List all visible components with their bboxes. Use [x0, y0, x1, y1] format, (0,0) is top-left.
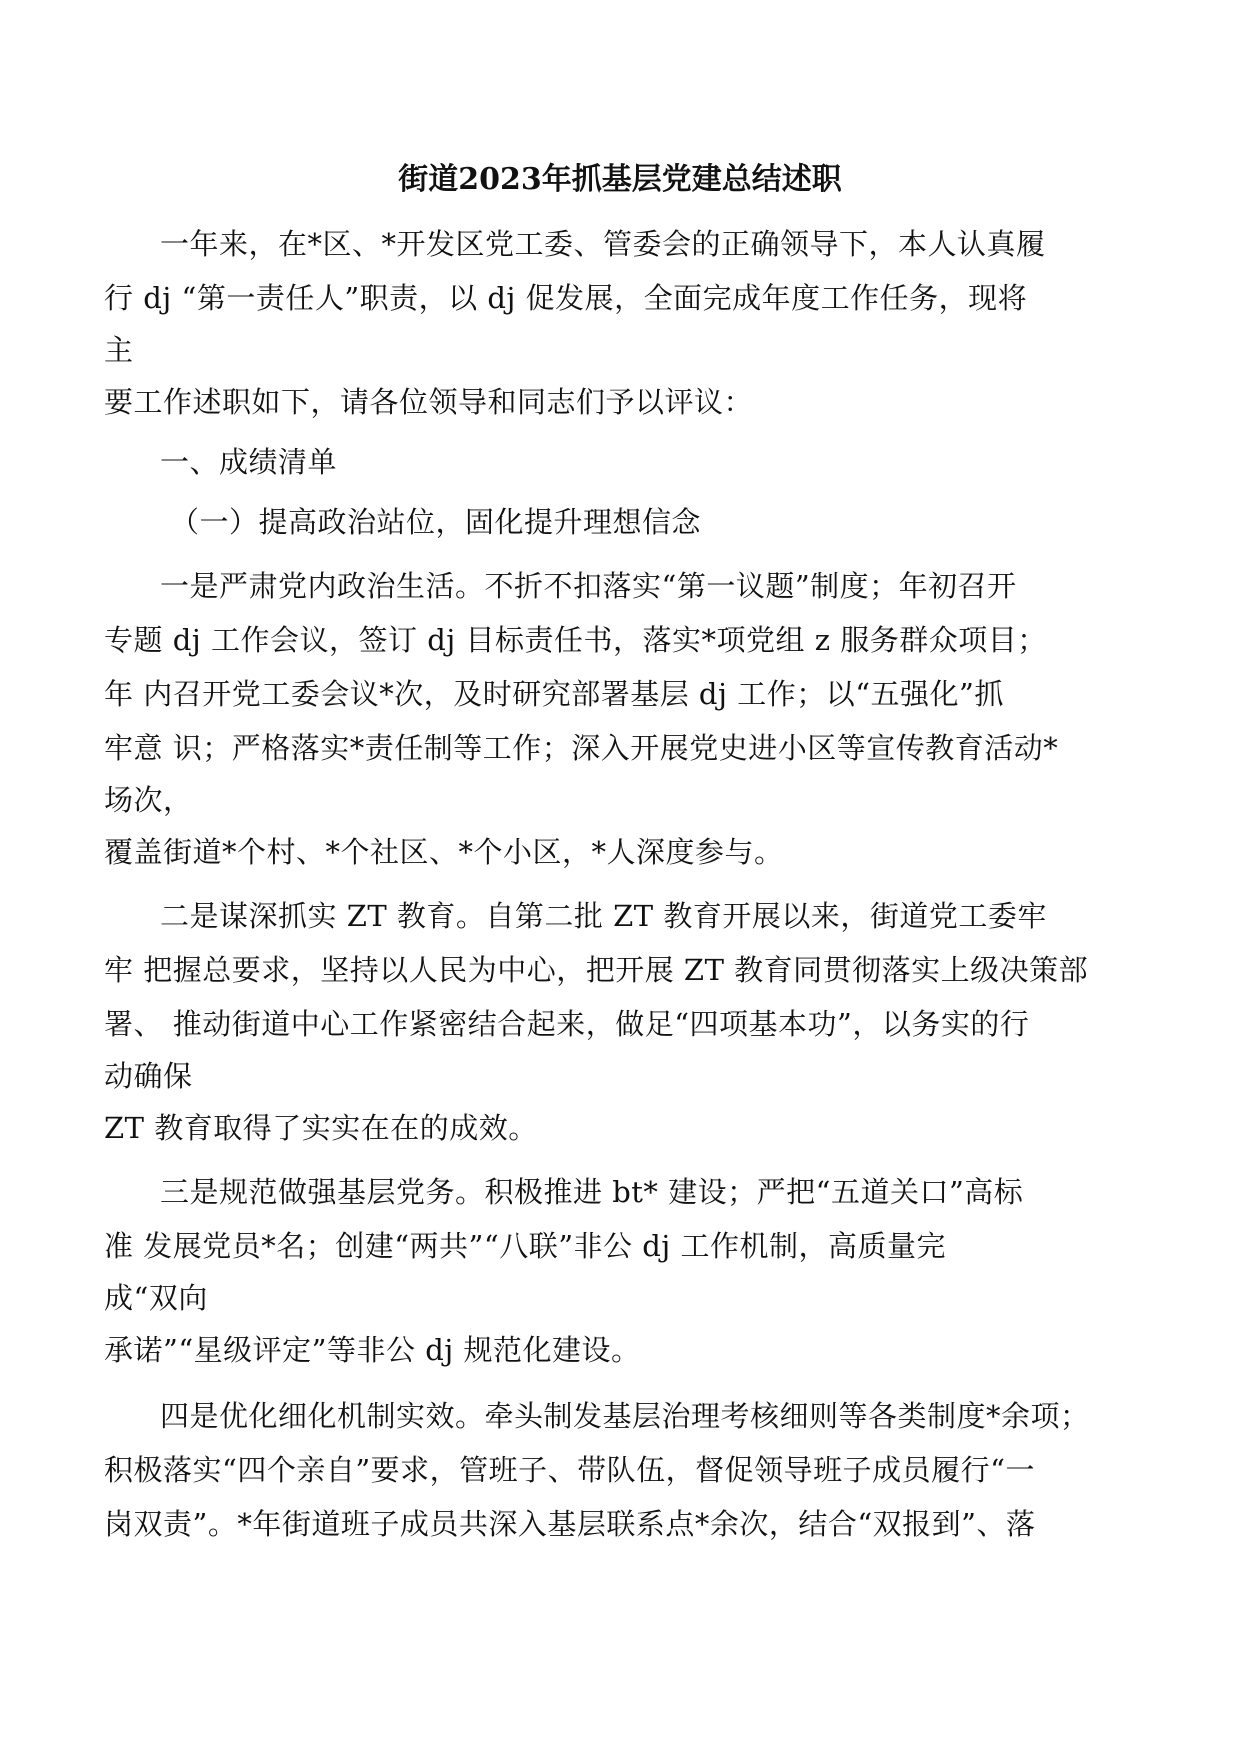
paragraph-line: 主 — [104, 333, 134, 367]
paragraph-line: 一是严肃党内政治生活。不折不扣落实“第一议题”制度；年初召开 — [160, 569, 1017, 603]
document-title: 街道2023年抓基层党建总结述职 — [398, 162, 842, 197]
paragraph-line: 专题 dj 工作会议，签订 dj 目标责任书，落实*项党组 z 服务群众项目； — [104, 623, 1047, 657]
section-heading: 一、成绩清单 — [160, 445, 338, 479]
paragraph-line: 四是优化细化机制实效。牵头制发基层治理考核细则等各类制度*余项； — [160, 1399, 1090, 1433]
paragraph-line: 牢意 识；严格落实*责任制等工作；深入开展党史进小区等宣传教育活动* — [104, 731, 1059, 765]
paragraph-line: 要工作述职如下，请各位领导和同志们予以评议： — [104, 385, 754, 419]
paragraph-line: 行 dj “第一责任人”职责，以 dj 促发展，全面完成年度工作任务，现将 — [104, 281, 1028, 315]
paragraph-line: 署、 推动街道中心工作紧密结合起来，做足“四项基本功”，以务实的行 — [104, 1007, 1030, 1041]
paragraph-line: 场次， — [104, 783, 193, 817]
paragraph-line: 动确保 — [104, 1059, 193, 1093]
paragraph-line: 成“双向 — [104, 1281, 208, 1315]
paragraph-line: 覆盖街道*个村、*个社区、*个小区，*人深度参与。 — [104, 835, 784, 869]
paragraph-line: 准 发展党员*名；创建“两共”“八联”非公 dj 工作机制，高质量完 — [104, 1229, 947, 1263]
paragraph-line: 二是谋深抓实 ZT 教育。自第二批 ZT 教育开展以来，街道党工委牢 — [160, 899, 1047, 933]
paragraph-line: 积极落实“四个亲自”要求，管班子、带队伍，督促领导班子成员履行“一 — [104, 1453, 1035, 1487]
paragraph-line: ZT 教育取得了实实在在的成效。 — [104, 1111, 538, 1145]
paragraph-line: 三是规范做强基层党务。积极推进 bt* 建设；严把“五道关口”高标 — [160, 1175, 1024, 1209]
paragraph-line: 年 内召开党工委会议*次，及时研究部署基层 dj 工作；以“五强化”抓 — [104, 677, 1004, 711]
paragraph-line: 牢 把握总要求，坚持以人民为中心，把开展 ZT 教育同贯彻落实上级决策部 — [104, 953, 1089, 987]
paragraph-line: 岗双责”。*年街道班子成员共深入基层联系点*余次，结合“双报到”、落 — [104, 1507, 1036, 1541]
subsection-heading: （一）提高政治站位，固化提升理想信念 — [170, 505, 702, 539]
paragraph-line: 承诺”“星级评定”等非公 dj 规范化建设。 — [104, 1333, 641, 1367]
paragraph-line: 一年来，在*区、*开发区党工委、管委会的正确领导下，本人认真履 — [160, 227, 1046, 261]
